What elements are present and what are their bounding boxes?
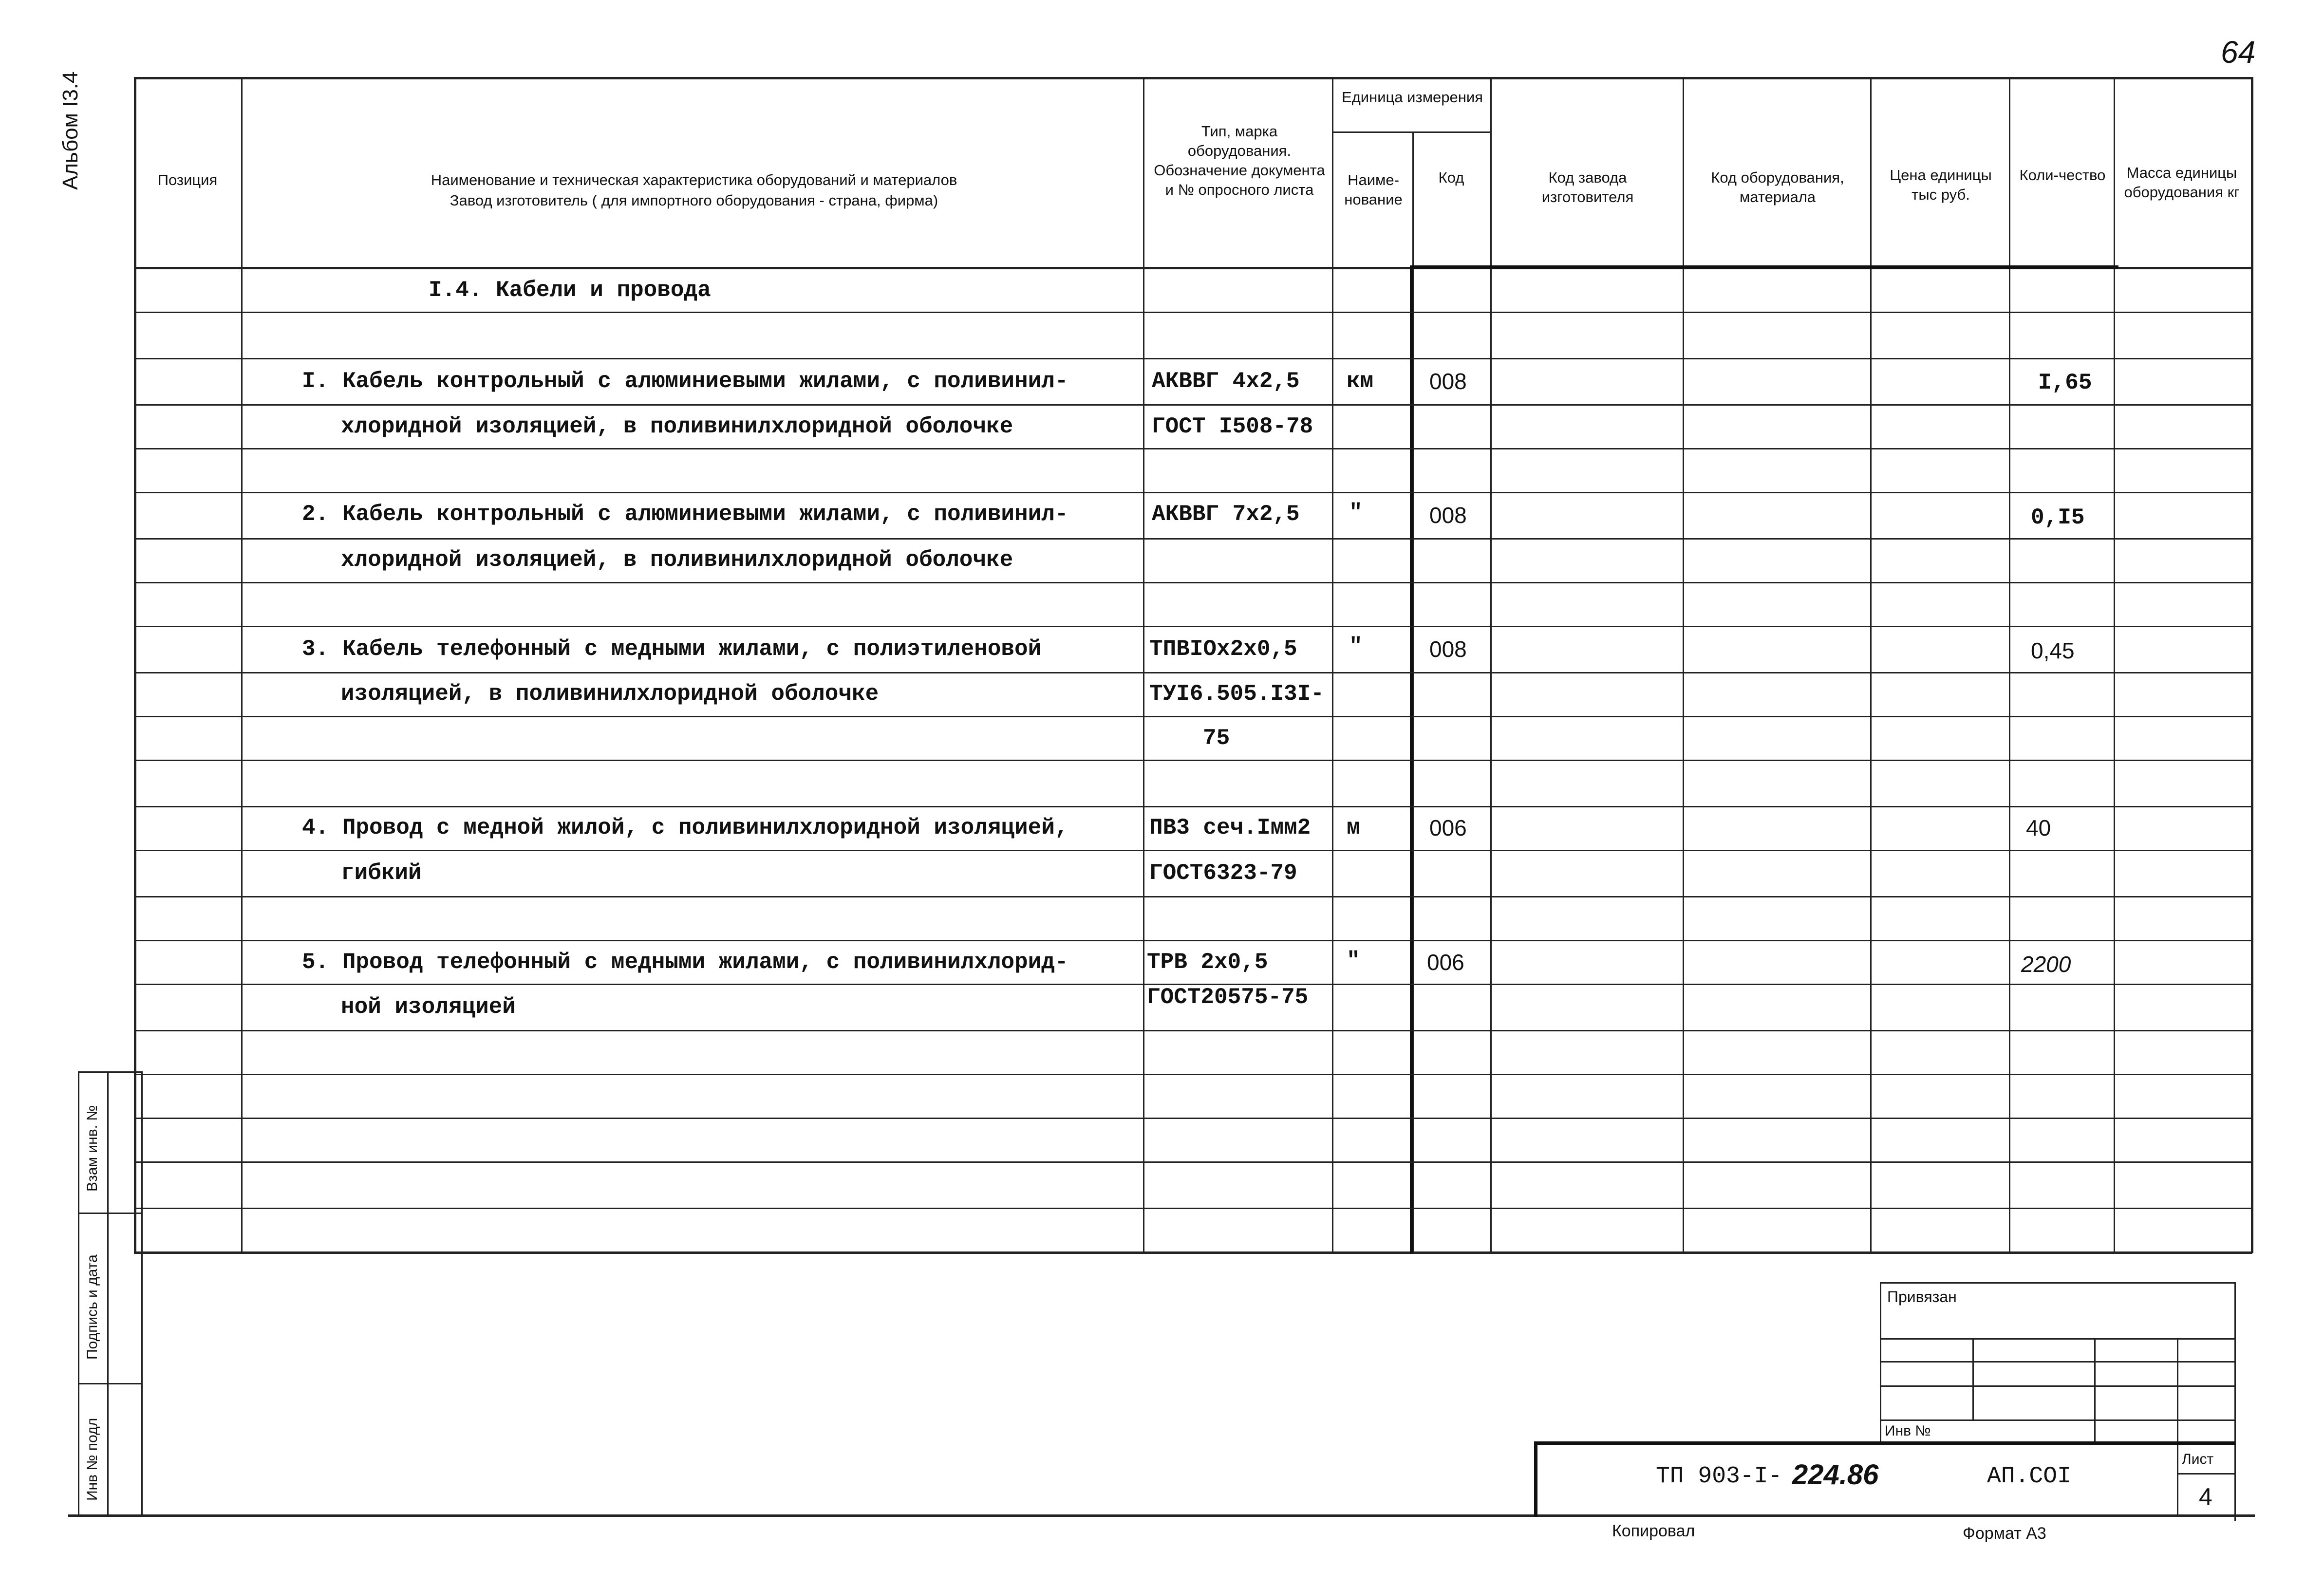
sheet-label: Лист — [2182, 1451, 2214, 1467]
stamp-inv-vzam: Взам инв. № — [84, 1105, 100, 1192]
item-type: ТУI6.505.I3I- — [1149, 681, 1324, 707]
item-name: 3. Кабель телефонный с медными жилами, с полиэтиленовой — [302, 636, 1042, 662]
item-name: хлоридной изоляцией, в поливинилхлоридной оболочке — [341, 414, 1013, 439]
item-unit: " — [1347, 948, 1360, 973]
stamp-signature: Подпись и дата — [84, 1254, 100, 1360]
item-name: хлоридной изоляцией, в поливинилхлоридной оболочке — [341, 547, 1013, 573]
item-code: 006 — [1427, 950, 1464, 975]
header-name-line2: Завод изготовитель ( для импортного оборудования - страна, фирма) — [450, 192, 938, 209]
item-name: I. Кабель контрольный с алюминиевыми жилами, с поливинил- — [302, 369, 1068, 394]
header-unit-code: Код — [1438, 169, 1464, 186]
item-qty: 40 — [2026, 815, 2051, 840]
item-unit: м — [1347, 815, 1360, 840]
header-name: Наименование и техническая характеристика оборудований и материалов — [431, 171, 957, 188]
item-code: 006 — [1429, 815, 1467, 840]
item-qty: 0,45 — [2031, 638, 2075, 663]
item-name: изоляцией, в поливинилхлоридной оболочке — [341, 681, 879, 707]
item-name: 4. Провод с медной жилой, с поливинилхлоридной изоляцией, — [302, 815, 1068, 840]
header-mass: Масса единицы оборудования кг — [2124, 164, 2240, 201]
section-title: I.4. Кабели и провода — [429, 278, 711, 303]
item-qty: 2200 — [2021, 952, 2071, 977]
header-quantity: Коли-чество — [2019, 167, 2106, 184]
item-name: гибкий — [341, 860, 422, 886]
privyazan-label: Привязан — [1887, 1288, 1957, 1306]
item-type: 75 — [1203, 726, 1230, 751]
item-qty: I,65 — [2038, 370, 2092, 395]
item-type: ТРВ 2х0,5 — [1147, 950, 1268, 975]
doc-number: 224.86 — [1792, 1459, 1879, 1491]
header-equipment-code: Код оборудования, материала — [1711, 169, 1844, 205]
item-unit: км — [1347, 369, 1374, 394]
header-type: Тип, марка оборудования. Обозначение документа и № опросного листа — [1154, 123, 1325, 198]
copied-label: Копировал — [1612, 1522, 1695, 1540]
header-unit-name: Наиме-нование — [1344, 171, 1403, 208]
item-name: ной изоляцией — [341, 994, 516, 1020]
item-unit: " — [1349, 634, 1363, 659]
item-code: 008 — [1429, 369, 1467, 394]
item-code: 008 — [1429, 636, 1467, 662]
item-type: ПВ3 сеч.Iмм2 — [1149, 815, 1311, 840]
sheet-code: АП.СОI — [1987, 1463, 2071, 1490]
item-unit: " — [1349, 500, 1363, 525]
item-name: 5. Провод телефонный с медными жилами, с поливинилхлорид- — [302, 950, 1068, 975]
doc-code: ТП 903-I- — [1656, 1463, 1782, 1490]
stamp-inv-orig: Инв № подл — [84, 1418, 100, 1501]
item-type: ТПВIОх2х0,5 — [1149, 636, 1297, 662]
format-label: Формат А3 — [1963, 1524, 2046, 1543]
header-price: Цена единицы тыс руб. — [1890, 167, 1992, 203]
item-type: АКВВГ 7х2,5 — [1152, 502, 1300, 527]
item-code: 008 — [1429, 503, 1467, 528]
header-unit-group: Единица измерения — [1342, 89, 1483, 106]
item-name: 2. Кабель контрольный с алюминиевыми жилами, с поливинил- — [302, 502, 1068, 527]
inv-no-label: Инв № — [1885, 1423, 1931, 1439]
page-number: 64 — [2221, 35, 2256, 70]
item-type: АКВВГ 4х2,5 — [1152, 369, 1300, 394]
header-factory-code: Код завода изготовителя — [1541, 169, 1634, 205]
item-type: ГОСТ20575-75 — [1147, 985, 1309, 1010]
item-type: ГОСТ I508-78 — [1152, 414, 1313, 439]
sheet-number: 4 — [2199, 1483, 2212, 1511]
item-qty: 0,I5 — [2031, 505, 2085, 530]
item-type: ГОСТ6323-79 — [1149, 860, 1297, 886]
album-label: Альбом I3.4 — [58, 71, 82, 190]
header-position: Позиция — [157, 171, 218, 188]
